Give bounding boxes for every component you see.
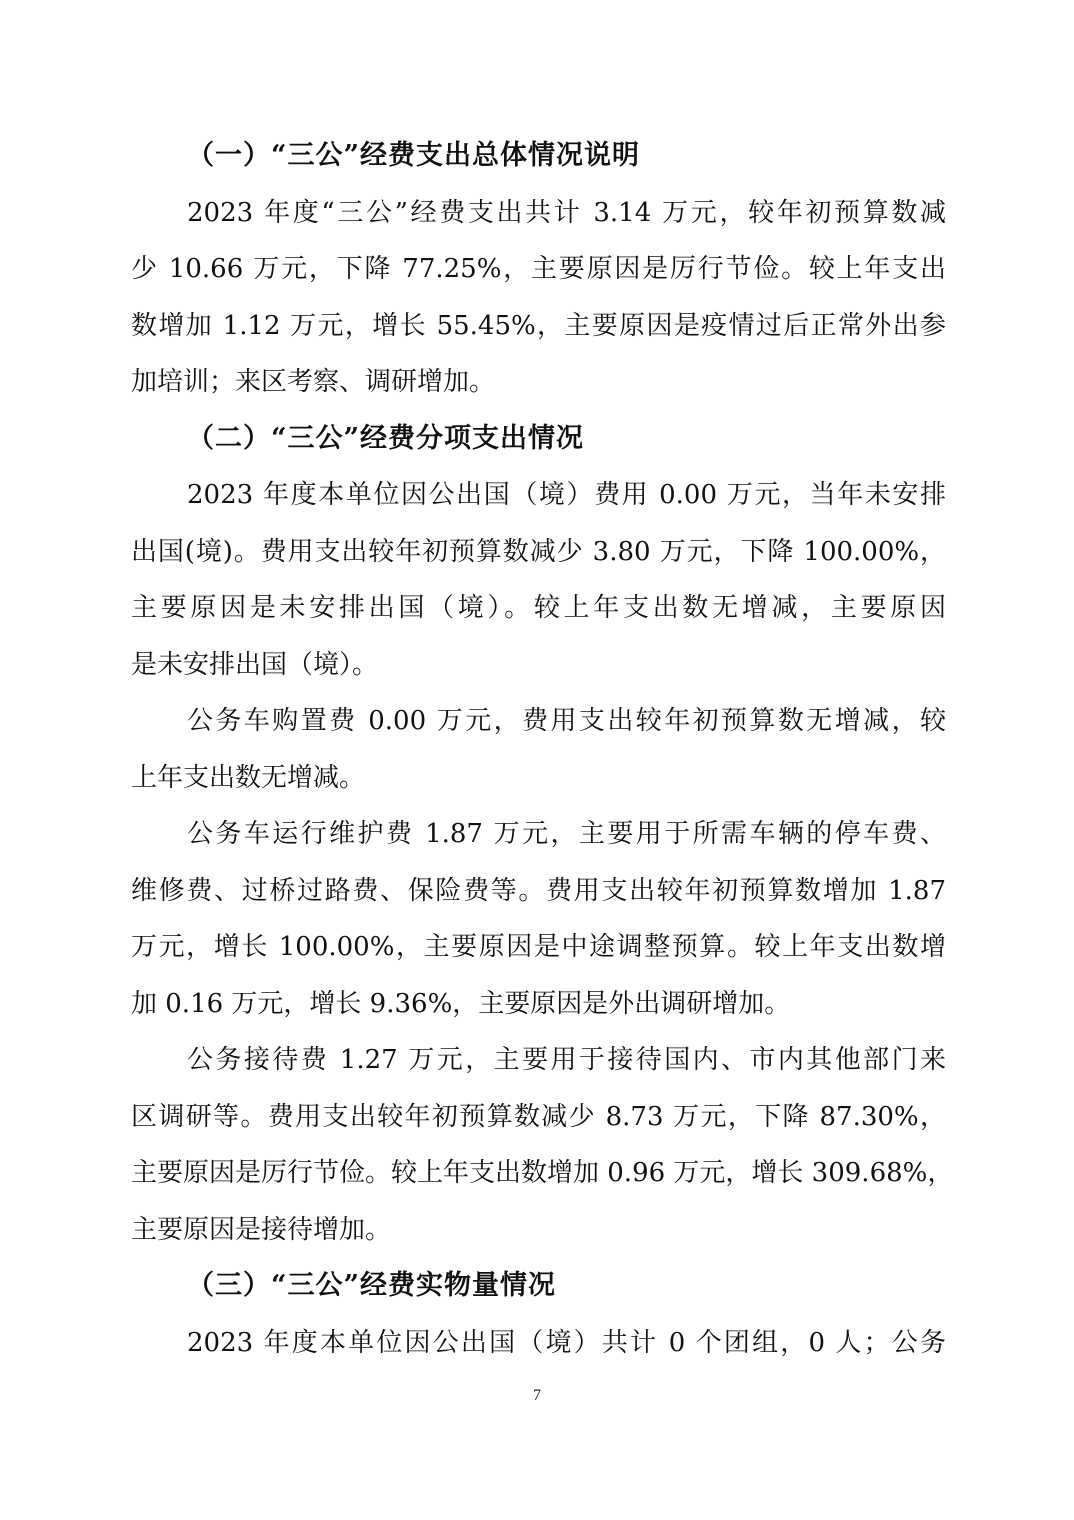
- text-line: 加培训；来区考察、调研增加。: [131, 367, 496, 397]
- section-heading-overall: （一）“三公”经费支出总体情况说明: [187, 140, 641, 171]
- text-line: 2023 年度“三公”经费支出共计 3.14 万元，较年初预算数减: [187, 197, 946, 228]
- paragraph-overseas-travel: [131, 467, 946, 693]
- text-line: 是未安排出国（境）。: [131, 649, 379, 680]
- text-line: 维修费、过桥过路费、保险费等。费用支出较年初预算数增加 1.87: [131, 875, 946, 906]
- text-line: 区调研等。费用支出较年初预算数减少 8.73 万元，下降 87.30%，: [131, 1101, 946, 1132]
- text-line: 主要原因是接待增加。: [131, 1214, 392, 1245]
- paragraph-vehicle-purchase: [131, 693, 946, 806]
- text-line: 上年支出数无增减。: [131, 762, 366, 793]
- text-line: 少 10.66 万元，下降 77.25%，主要原因是厉行节俭。较上年支出: [131, 254, 946, 284]
- page-number: 7: [533, 1387, 541, 1404]
- section-heading-itemized: （二）“三公”经费分项支出情况: [187, 422, 585, 454]
- text-line: 公务车运行维护费 1.87 万元，主要用于所需车辆的停车费、: [187, 819, 946, 849]
- text-line: 2023 年度本单位因公出国（境）费用 0.00 万元，当年未安排: [187, 480, 946, 510]
- paragraph-reception: [131, 1032, 954, 1258]
- text-line: 主要原因是未安排出国（境）。较上年支出数无增减，主要原因: [131, 593, 946, 623]
- text-line: 出国(境)。费用支出较年初预算数减少 3.80 万元，下降 100.00%，: [131, 536, 946, 567]
- text-line: 2023 年度本单位因公出国（境）共计 0 个团组，0 人；公务: [187, 1327, 946, 1358]
- text-line: 主要原因是厉行节俭。较上年支出数增加 0.96 万元，增长 309.68%，: [131, 1158, 954, 1188]
- text-line: 公务接待费 1.27 万元，主要用于接待国内、市内其他部门来: [187, 1045, 946, 1075]
- paragraph-overall-expenditure: [131, 185, 946, 411]
- text-line: 数增加 1.12 万元，增长 55.45%，主要原因是疫情过后正常外出参: [131, 310, 946, 341]
- section-heading-physical-quantity: （三）“三公”经费实物量情况: [187, 1270, 557, 1301]
- text-line: 万元，增长 100.00%，主要原因是中途调整预算。较上年支出数增: [131, 932, 946, 962]
- text-line: 公务车购置费 0.00 万元，费用支出较年初预算数无增减，较: [187, 706, 946, 736]
- text-line: 加 0.16 万元，增长 9.36%，主要原因是外出调研增加。: [131, 988, 791, 1019]
- paragraph-vehicle-maintenance: [131, 806, 946, 1032]
- document-body: [131, 128, 954, 1371]
- paragraph-physical-quantity: [131, 1315, 946, 1372]
